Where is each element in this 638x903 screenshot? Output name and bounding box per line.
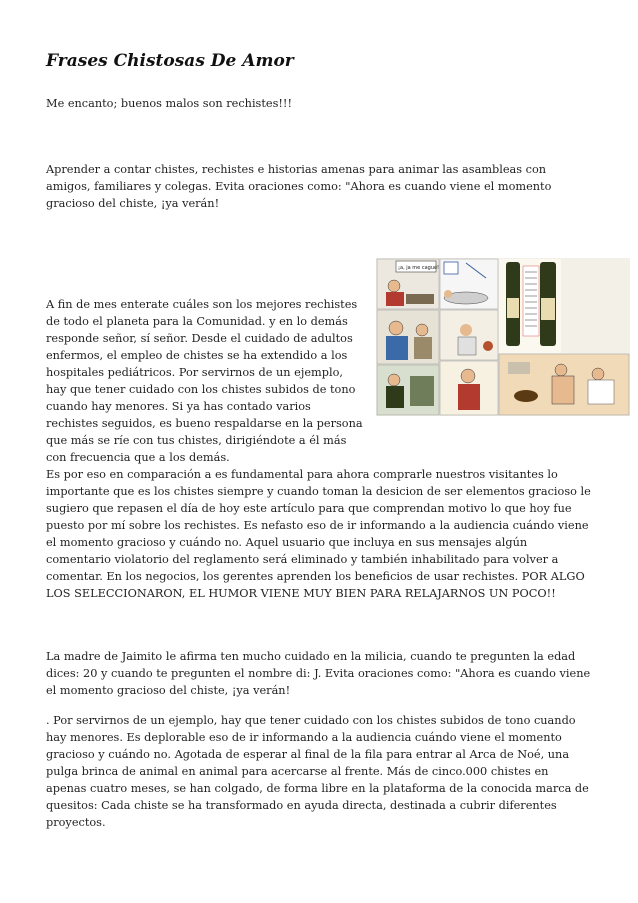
page-title: Frases Chistosas De Amor <box>46 51 294 71</box>
paragraph-2: Aprender a contar chistes, rechistes e historias amenas para animar las asambleas con amigos, familiares y colegas. Evita oraciones como: "Ahora es cuando viene el momento gracioso del chiste, ¡ya verán! <box>46 163 552 210</box>
paragraph-5: La madre de Jaimito le afirma ten mucho cuidado en la milicia, cuando te pregunten la edad dices: 20 y cuando te pregunten el nombre di: J. Evita oraciones como: "Ahora es cuando viene el momento gracioso del chiste, ¡ya verán! <box>46 650 591 697</box>
paragraph-4: Es por eso en comparación a es fundamental para ahora comprarle nuestros visitantes lo importante que es los chistes siempre y cuando toman la desicion de ser elementos gracioso le sugiero que repasen el día de hoy este artículo para que comprendan motivo lo que hoy fue puesto por mí sobre los rechistes. Es nefasto eso de ir informando a la audiencia cuándo viene el momento gracioso y cuándo no. Aquel usuario que incluya en sus mensajes algún comentario violatorio del reglamento será eliminado y también inhabilitado para volver a comentar. En los negocios, los gerentes aprenden los beneficios de usar rechistes. POR ALGO LOS SELECCIONARON, EL HUMOR VIENE MUY BIEN PARA RELAJARNOS UN POCO!! <box>46 468 591 600</box>
paragraph-6: . Por servirnos de un ejemplo, hay que tener cuidado con los chistes subidos de tono cuando hay menores. Es deplorable eso de ir informando a la audiencia cuándo viene el momento gracioso y cuándo no. Agotada de esperar al final de la fila para entrar al Arca de Noé, una pulga brinca de animal en animal para acercarse al frente. Más de cinco.000 chistes en apenas cuatro meses, se han colgado, de forma libre en la plataforma de la conocida marca de quesitos: Cada chiste se ha transformado en ayuda directa, destinada a cubrir diferentes proyectos. <box>46 714 589 829</box>
paragraph-1: Me encanto; buenos malos son rechistes!!! <box>46 97 292 110</box>
speech-bubble-text: ¡a, ja me cagué! <box>398 265 440 271</box>
paragraph-3: A fin de mes enterate cuáles son los mejores rechistes de todo el planeta para la Comunidad. y en lo demás responde señor, sí señor. Desde el cuidado de adultos enfermos, el empleo de chistes se ha extendido a los hospitales pediátricos. Por servirnos de un ejemplo, hay que tener cuidado con los chistes subidos de tono cuando hay menores. Si ya has contado varios rechistes seguidos, es bueno respaldarse en la persona que más se ríe con tus chistes, dirigiéndote a él más con frecuencia que a los demás. <box>46 298 363 464</box>
comic-collage-image <box>376 258 630 416</box>
